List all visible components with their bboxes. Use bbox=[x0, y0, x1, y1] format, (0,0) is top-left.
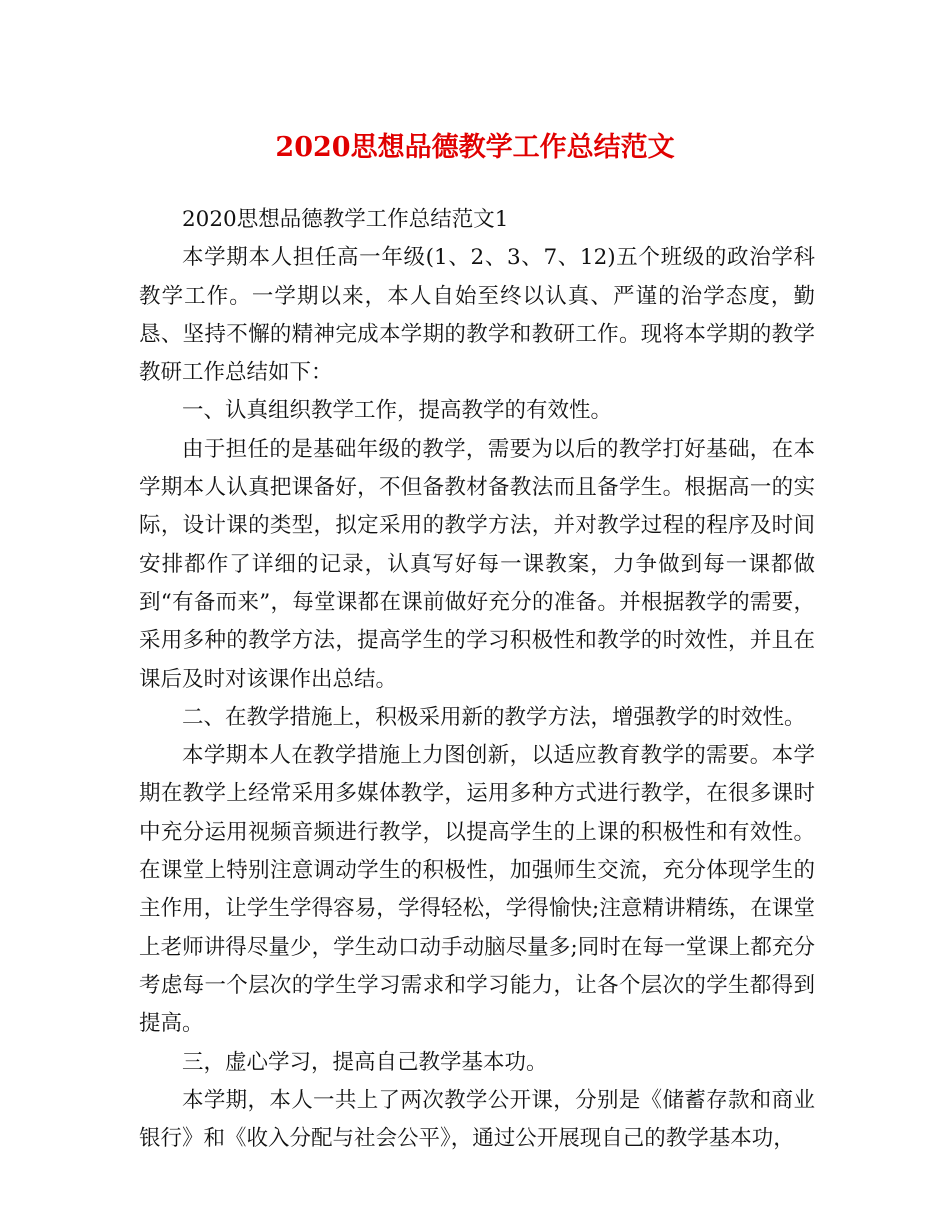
paragraph: 由于担任的是基础年级的教学，需要为以后的教学打好基础，在本学期本人认真把课备好，不但备教材备教法而且备学生。根据高一的实际，设计课的类型，拟定采用的教学方法，并对教学过程的程序及时间安排都作了详细的记录，认真写好每一课教案，力争做到每一课都做到“有备而来”，每堂课都在课前做好充分的准备。并根据教学的需要，采用多种的教学方法，提高学生的学习积极性和教学的时效性，并且在课后及时对该课作出总结。 bbox=[139, 436, 815, 692]
paragraph: 本学期本人担任高一年级(1、2、3、7、12)五个班级的政治学科教学工作。一学期以来，本人自始至终以认真、严谨的治学态度，勤恳、坚持不懈的精神完成本学期的教学和教研工作。现将本学期的教学教研工作总结如下： bbox=[139, 245, 815, 386]
paragraph: 本学期，本人一共上了两次教学公开课，分别是《储蓄存款和商业银行》和《收入分配与社会公平》，通过公开展现自己的教学基本功， bbox=[139, 1087, 815, 1152]
document-title: 2020思想品德教学工作总结范文 bbox=[275, 132, 675, 163]
paragraph: 本学期本人在教学措施上力图创新，以适应教育教学的需要。本学期在教学上经常采用多媒体教学，运用多种方式进行教学，在很多课时中充分运用视频音频进行教学，以提高学生的上课的积极性和有效性。在课堂上特别注意调动学生的积极性，加强师生交流，充分体现学生的主作用，让学生学得容易，学得轻松，学得愉快;注意精讲精练，在课堂上老师讲得尽量少，学生动口动手动脑尽量多;同时在每一堂课上都充分考虑每一个层次的学生学习需求和学习能力，让各个层次的学生都得到提高。 bbox=[139, 743, 815, 1037]
paragraph: 一、认真组织教学工作，提高教学的有效性。 bbox=[182, 398, 613, 424]
paragraph: 二、在教学措施上，积极采用新的教学方法，增强教学的时效性。 bbox=[182, 704, 806, 730]
paragraph: 2020思想品德教学工作总结范文1 bbox=[182, 207, 509, 232]
document-body bbox=[139, 201, 815, 1158]
paragraph: 三，虚心学习，提高自己教学基本功。 bbox=[182, 1049, 548, 1075]
